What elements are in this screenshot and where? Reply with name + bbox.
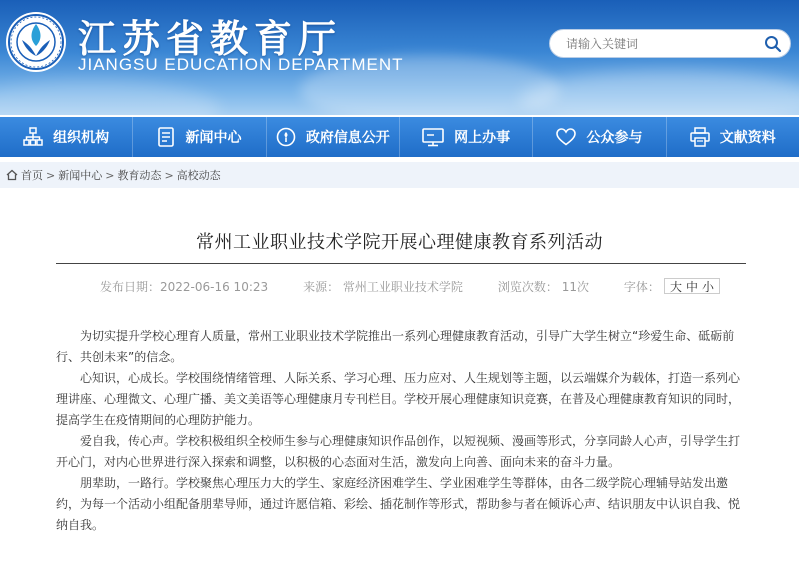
- title-divider: [56, 263, 746, 264]
- article-body: [56, 326, 750, 536]
- breadcrumb-separator: >: [105, 168, 115, 182]
- home-icon: [6, 169, 18, 181]
- nav-item-label: 政府信息公开: [305, 130, 390, 146]
- font-size-label: 字体：: [623, 279, 660, 294]
- news-icon: [157, 127, 175, 147]
- breadcrumb-university-news[interactable]: 高校动态: [176, 169, 221, 182]
- info-disclosure-icon: [276, 127, 296, 147]
- printer-icon: [690, 127, 710, 147]
- article-paragraph: 心知识，心成长。学校围绕情绪管理、人际关系、学习心理、压力应对、人生规划等主题，以云端媒介为载体，打造一系列心理讲座、心理微文、心理广播、美文美语等心理健康月专刊栏目。学校开展心理健康知识竞赛，在普及心理健康教育知识的同时，提高学生在疫情期间的心理防护能力。: [56, 371, 741, 427]
- nav-item-documents[interactable]: [667, 117, 799, 157]
- view-count: 浏览次数： 11次: [497, 279, 589, 294]
- breadcrumb-news-center[interactable]: 新闻中心: [58, 169, 103, 182]
- article-paragraph: 为切实提升学校心理育人质量，常州工业职业技术学院推出一系列心理健康教育活动，引导广大学生树立“珍爱生命、砥砺前行、共创未来”的信念。: [56, 329, 735, 364]
- font-size-small-button[interactable]: 小: [701, 279, 714, 294]
- article-source: 来源： 常州工业职业技术学院: [303, 279, 463, 294]
- article-title: 常州工业职业技术学院开展心理健康教育系列活动: [196, 232, 603, 253]
- font-size-medium-button[interactable]: 中: [685, 279, 698, 294]
- breadcrumb: [0, 162, 799, 188]
- search-button[interactable]: [756, 30, 790, 58]
- breadcrumb-education-news[interactable]: 教育动态: [117, 169, 162, 182]
- nav-item-label: 文献资料: [719, 130, 776, 146]
- nav-item-info-disclosure[interactable]: [267, 117, 400, 157]
- main-nav: [0, 117, 799, 157]
- font-size-switcher: [664, 278, 720, 294]
- publish-date: 发布日期：2022-06-16 10:23: [100, 279, 269, 294]
- nav-item-news[interactable]: [133, 117, 266, 157]
- breadcrumb-separator: >: [46, 168, 56, 182]
- monitor-icon: [422, 127, 444, 147]
- org-chart-icon: [23, 127, 43, 147]
- site-subtitle: JIANGSU EDUCATION DEPARTMENT: [78, 55, 404, 74]
- nav-item-online-services[interactable]: [400, 117, 533, 157]
- site-header: [0, 0, 799, 115]
- nav-item-label: 组织机构: [53, 130, 110, 146]
- site-title: 江苏省教育厅: [78, 17, 343, 61]
- header-cloud-decoration: [0, 80, 220, 115]
- nav-item-label: 新闻中心: [185, 130, 242, 146]
- nav-item-public-participation[interactable]: [533, 117, 666, 157]
- heart-icon: [556, 128, 576, 146]
- article-meta: [100, 278, 720, 294]
- article-paragraph: 爱自我，传心声。学校积极组织全校师生参与心理健康知识作品创作，以短视频、漫画等形式，分享同龄人心声，引导学生打开心门，对内心世界进行深入探索和调整，以积极的心态面对生活，激发向上向善、面向未来的奋斗力量。: [56, 434, 741, 469]
- breadcrumb-separator: >: [164, 168, 174, 182]
- search-input[interactable]: [550, 37, 756, 51]
- breadcrumb-home[interactable]: 首页: [21, 169, 43, 182]
- font-size-large-button[interactable]: 大: [669, 279, 682, 294]
- search-icon: [764, 35, 782, 53]
- department-emblem-icon[interactable]: [4, 10, 68, 74]
- nav-item-label: 公众参与: [586, 130, 643, 146]
- nav-item-label: 网上办事: [454, 130, 511, 146]
- search-box: [549, 29, 791, 58]
- nav-item-organization[interactable]: [0, 117, 133, 157]
- header-cloud-decoration: [520, 70, 799, 115]
- article-paragraph: 朋辈助，一路行。学校聚焦心理压力大的学生、家庭经济困难学生、学业困难学生等群体，由各二级学院心理辅导站发出邀约，为每一个活动小组配备朋辈导师，通过许愿信箱、彩绘、插花制作等形式，帮助参与者在倾诉心声、结识朋友中认识自我、悦纳自我。: [56, 476, 741, 532]
